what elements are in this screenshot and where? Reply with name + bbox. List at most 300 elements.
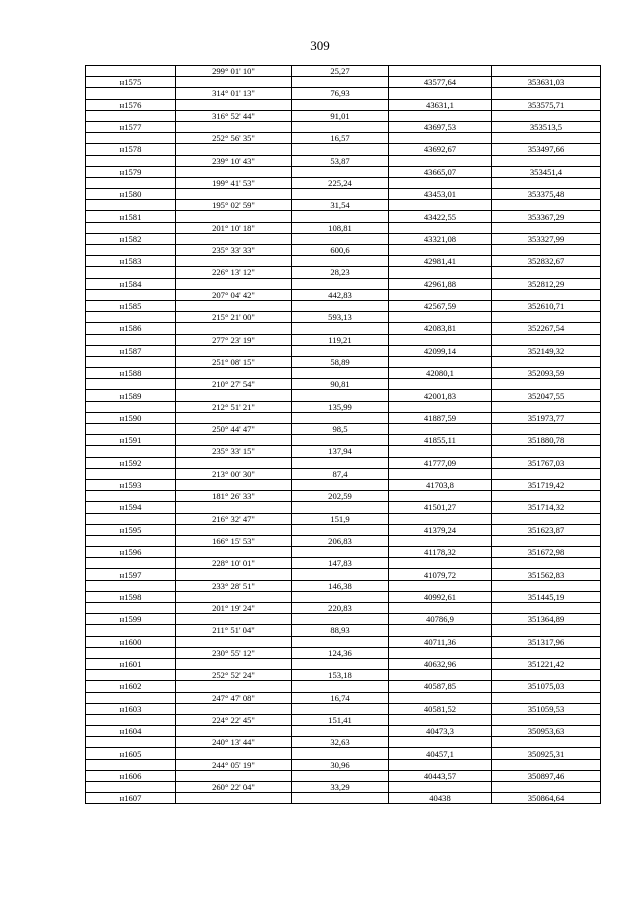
direction-angle-cell: [176, 121, 292, 132]
y-coordinate-cell: 351562,83: [492, 569, 601, 580]
length-cell: 593,13: [292, 312, 389, 323]
table-row: [86, 189, 601, 200]
length-cell: [292, 390, 389, 401]
point-cell: н1593: [86, 479, 176, 490]
length-cell: 28,23: [292, 267, 389, 278]
y-coordinate-cell: [492, 670, 601, 681]
point-cell: [86, 535, 176, 546]
point-cell: [86, 401, 176, 412]
table-row: [86, 401, 601, 412]
x-coordinate-cell: [389, 177, 492, 188]
y-coordinate-cell: [492, 603, 601, 614]
table-row: [86, 502, 601, 513]
length-cell: [292, 770, 389, 781]
point-cell: н1595: [86, 524, 176, 535]
direction-angle-cell: [176, 770, 292, 781]
table-row: [86, 379, 601, 390]
point-cell: н1599: [86, 614, 176, 625]
point-cell: [86, 692, 176, 703]
point-cell: [86, 88, 176, 99]
y-coordinate-cell: 351880,78: [492, 435, 601, 446]
length-cell: [292, 233, 389, 244]
length-cell: 206,83: [292, 535, 389, 546]
point-cell: [86, 647, 176, 658]
table-row: [86, 591, 601, 602]
point-cell: [86, 625, 176, 636]
y-coordinate-cell: [492, 491, 601, 502]
x-coordinate-cell: 40587,85: [389, 681, 492, 692]
y-coordinate-cell: 351059,53: [492, 703, 601, 714]
length-cell: [292, 658, 389, 669]
point-cell: [86, 558, 176, 569]
coordinates-table: [85, 65, 601, 804]
x-coordinate-cell: [389, 603, 492, 614]
y-coordinate-cell: 350953,63: [492, 726, 601, 737]
point-cell: [86, 782, 176, 793]
x-coordinate-cell: [389, 535, 492, 546]
length-cell: 151,41: [292, 714, 389, 725]
direction-angle-cell: 230° 55' 12": [176, 647, 292, 658]
direction-angle-cell: [176, 189, 292, 200]
length-cell: 153,18: [292, 670, 389, 681]
direction-angle-cell: [176, 658, 292, 669]
point-cell: н1579: [86, 166, 176, 177]
table-row: [86, 524, 601, 535]
direction-angle-cell: 228° 10' 01": [176, 558, 292, 569]
x-coordinate-cell: [389, 558, 492, 569]
y-coordinate-cell: 352093,59: [492, 368, 601, 379]
x-coordinate-cell: [389, 245, 492, 256]
x-coordinate-cell: 41887,59: [389, 412, 492, 423]
y-coordinate-cell: [492, 356, 601, 367]
point-cell: [86, 603, 176, 614]
point-cell: [86, 245, 176, 256]
point-cell: [86, 491, 176, 502]
table-row: [86, 345, 601, 356]
x-coordinate-cell: 43697,53: [389, 121, 492, 132]
direction-angle-cell: 201° 10' 18": [176, 222, 292, 233]
x-coordinate-cell: 41379,24: [389, 524, 492, 535]
y-coordinate-cell: 352047,55: [492, 390, 601, 401]
y-coordinate-cell: [492, 714, 601, 725]
length-cell: 124,36: [292, 647, 389, 658]
length-cell: 33,29: [292, 782, 389, 793]
length-cell: [292, 793, 389, 804]
direction-angle-cell: 233° 28' 51": [176, 580, 292, 591]
y-coordinate-cell: 351221,42: [492, 658, 601, 669]
direction-angle-cell: [176, 77, 292, 88]
point-cell: [86, 267, 176, 278]
y-coordinate-cell: [492, 267, 601, 278]
length-cell: [292, 412, 389, 423]
direction-angle-cell: 224° 22' 45": [176, 714, 292, 725]
direction-angle-cell: 314° 01' 13": [176, 88, 292, 99]
point-cell: н1594: [86, 502, 176, 513]
y-coordinate-cell: 353513,5: [492, 121, 601, 132]
table-row: [86, 312, 601, 323]
y-coordinate-cell: [492, 88, 601, 99]
x-coordinate-cell: 40632,96: [389, 658, 492, 669]
x-coordinate-cell: 40457,1: [389, 748, 492, 759]
direction-angle-cell: 212° 51' 21": [176, 401, 292, 412]
direction-angle-cell: 277° 23' 19": [176, 334, 292, 345]
direction-angle-cell: 299° 01' 10": [176, 66, 292, 77]
direction-angle-cell: [176, 793, 292, 804]
direction-angle-cell: 316° 52' 44": [176, 110, 292, 121]
table-row: [86, 121, 601, 132]
point-cell: н1575: [86, 77, 176, 88]
direction-angle-cell: 244° 05' 19": [176, 759, 292, 770]
table-row: [86, 166, 601, 177]
x-coordinate-cell: 43631,1: [389, 99, 492, 110]
point-cell: [86, 312, 176, 323]
point-cell: [86, 110, 176, 121]
x-coordinate-cell: 40711,36: [389, 636, 492, 647]
direction-angle-cell: [176, 211, 292, 222]
table-row: [86, 77, 601, 88]
point-cell: [86, 446, 176, 457]
table-row: [86, 155, 601, 166]
table-row: [86, 714, 601, 725]
x-coordinate-cell: 41777,09: [389, 457, 492, 468]
y-coordinate-cell: 351364,89: [492, 614, 601, 625]
point-cell: н1603: [86, 703, 176, 714]
length-cell: [292, 435, 389, 446]
direction-angle-cell: [176, 569, 292, 580]
direction-angle-cell: [176, 547, 292, 558]
point-cell: [86, 670, 176, 681]
table-row: [86, 412, 601, 423]
table-row: [86, 670, 601, 681]
table-row: [86, 726, 601, 737]
x-coordinate-cell: [389, 289, 492, 300]
length-cell: 58,89: [292, 356, 389, 367]
y-coordinate-cell: [492, 401, 601, 412]
length-cell: 225,24: [292, 177, 389, 188]
y-coordinate-cell: [492, 66, 601, 77]
x-coordinate-cell: [389, 267, 492, 278]
table-row: [86, 625, 601, 636]
table-row: [86, 233, 601, 244]
length-cell: 202,59: [292, 491, 389, 502]
length-cell: [292, 703, 389, 714]
y-coordinate-cell: 351445,19: [492, 591, 601, 602]
table-row: [86, 737, 601, 748]
length-cell: 87,4: [292, 468, 389, 479]
length-cell: 147,83: [292, 558, 389, 569]
x-coordinate-cell: 42567,59: [389, 300, 492, 311]
point-cell: [86, 356, 176, 367]
table-row: [86, 424, 601, 435]
direction-angle-cell: 240° 13' 44": [176, 737, 292, 748]
point-cell: н1590: [86, 412, 176, 423]
point-cell: [86, 468, 176, 479]
direction-angle-cell: [176, 233, 292, 244]
point-cell: [86, 155, 176, 166]
y-coordinate-cell: [492, 625, 601, 636]
direction-angle-cell: 207° 04' 42": [176, 289, 292, 300]
length-cell: 146,38: [292, 580, 389, 591]
table-row: [86, 222, 601, 233]
table-row: [86, 435, 601, 446]
point-cell: н1583: [86, 256, 176, 267]
y-coordinate-cell: [492, 222, 601, 233]
y-coordinate-cell: [492, 133, 601, 144]
length-cell: [292, 345, 389, 356]
length-cell: [292, 189, 389, 200]
point-cell: [86, 334, 176, 345]
point-cell: [86, 289, 176, 300]
length-cell: 25,27: [292, 66, 389, 77]
length-cell: 76,93: [292, 88, 389, 99]
x-coordinate-cell: 43321,08: [389, 233, 492, 244]
point-cell: н1586: [86, 323, 176, 334]
x-coordinate-cell: [389, 670, 492, 681]
x-coordinate-cell: 42083,81: [389, 323, 492, 334]
direction-angle-cell: [176, 479, 292, 490]
y-coordinate-cell: 350864,64: [492, 793, 601, 804]
direction-angle-cell: [176, 748, 292, 759]
table-row: [86, 558, 601, 569]
length-cell: [292, 748, 389, 759]
y-coordinate-cell: 350897,46: [492, 770, 601, 781]
table-row: [86, 245, 601, 256]
table-row: [86, 133, 601, 144]
x-coordinate-cell: [389, 580, 492, 591]
table-row: [86, 647, 601, 658]
x-coordinate-cell: [389, 647, 492, 658]
table-row: [86, 692, 601, 703]
direction-angle-cell: 250° 44' 47": [176, 424, 292, 435]
table-row: [86, 356, 601, 367]
table-row: [86, 535, 601, 546]
y-coordinate-cell: [492, 558, 601, 569]
direction-angle-cell: [176, 457, 292, 468]
table-row: [86, 547, 601, 558]
y-coordinate-cell: [492, 513, 601, 524]
direction-angle-cell: 260° 22' 04": [176, 782, 292, 793]
y-coordinate-cell: 353575,71: [492, 99, 601, 110]
direction-angle-cell: [176, 166, 292, 177]
x-coordinate-cell: [389, 782, 492, 793]
direction-angle-cell: [176, 256, 292, 267]
table-row: [86, 256, 601, 267]
table-row: [86, 703, 601, 714]
direction-angle-cell: [176, 636, 292, 647]
x-coordinate-cell: 41079,72: [389, 569, 492, 580]
length-cell: [292, 256, 389, 267]
y-coordinate-cell: 351317,96: [492, 636, 601, 647]
y-coordinate-cell: [492, 737, 601, 748]
direction-angle-cell: 235° 33' 15": [176, 446, 292, 457]
y-coordinate-cell: 351719,42: [492, 479, 601, 490]
y-coordinate-cell: [492, 245, 601, 256]
length-cell: [292, 524, 389, 535]
point-cell: н1588: [86, 368, 176, 379]
x-coordinate-cell: [389, 491, 492, 502]
direction-angle-cell: 181° 26' 33": [176, 491, 292, 502]
y-coordinate-cell: [492, 289, 601, 300]
table-row: [86, 177, 601, 188]
point-cell: [86, 200, 176, 211]
table-row: [86, 278, 601, 289]
direction-angle-cell: 247° 47' 08": [176, 692, 292, 703]
x-coordinate-cell: 41703,8: [389, 479, 492, 490]
direction-angle-cell: 252° 56' 35": [176, 133, 292, 144]
x-coordinate-cell: [389, 66, 492, 77]
length-cell: [292, 278, 389, 289]
length-cell: [292, 323, 389, 334]
table-row: [86, 323, 601, 334]
x-coordinate-cell: 40443,57: [389, 770, 492, 781]
x-coordinate-cell: 43422,55: [389, 211, 492, 222]
direction-angle-cell: [176, 368, 292, 379]
x-coordinate-cell: 41855,11: [389, 435, 492, 446]
length-cell: 119,21: [292, 334, 389, 345]
point-cell: н1605: [86, 748, 176, 759]
length-cell: [292, 479, 389, 490]
x-coordinate-cell: 43665,07: [389, 166, 492, 177]
y-coordinate-cell: [492, 692, 601, 703]
point-cell: [86, 177, 176, 188]
direction-angle-cell: [176, 524, 292, 535]
length-cell: [292, 547, 389, 558]
direction-angle-cell: 210° 27' 54": [176, 379, 292, 390]
table-row: [86, 200, 601, 211]
length-cell: 16,74: [292, 692, 389, 703]
y-coordinate-cell: [492, 759, 601, 770]
y-coordinate-cell: 352610,71: [492, 300, 601, 311]
x-coordinate-cell: 42961,88: [389, 278, 492, 289]
direction-angle-cell: [176, 278, 292, 289]
x-coordinate-cell: [389, 714, 492, 725]
length-cell: [292, 726, 389, 737]
length-cell: 31,54: [292, 200, 389, 211]
table-row: [86, 468, 601, 479]
x-coordinate-cell: 42099,14: [389, 345, 492, 356]
direction-angle-cell: [176, 412, 292, 423]
length-cell: 91,01: [292, 110, 389, 121]
x-coordinate-cell: [389, 200, 492, 211]
x-coordinate-cell: 40438: [389, 793, 492, 804]
x-coordinate-cell: [389, 401, 492, 412]
table-row: [86, 770, 601, 781]
direction-angle-cell: 215° 21' 00": [176, 312, 292, 323]
direction-angle-cell: 251° 08' 15": [176, 356, 292, 367]
y-coordinate-cell: [492, 312, 601, 323]
direction-angle-cell: 199° 41' 53": [176, 177, 292, 188]
x-coordinate-cell: [389, 446, 492, 457]
x-coordinate-cell: [389, 737, 492, 748]
x-coordinate-cell: [389, 468, 492, 479]
length-cell: [292, 457, 389, 468]
point-cell: [86, 580, 176, 591]
y-coordinate-cell: [492, 647, 601, 658]
point-cell: н1601: [86, 658, 176, 669]
coordinates-table-body: [86, 66, 601, 804]
table-row: [86, 681, 601, 692]
length-cell: [292, 166, 389, 177]
x-coordinate-cell: 42981,41: [389, 256, 492, 267]
point-cell: н1604: [86, 726, 176, 737]
table-row: [86, 759, 601, 770]
coordinates-table-container: [85, 65, 601, 804]
point-cell: [86, 424, 176, 435]
length-cell: [292, 681, 389, 692]
y-coordinate-cell: [492, 379, 601, 390]
point-cell: н1600: [86, 636, 176, 647]
table-row: [86, 457, 601, 468]
point-cell: н1581: [86, 211, 176, 222]
length-cell: 88,93: [292, 625, 389, 636]
point-cell: н1602: [86, 681, 176, 692]
length-cell: [292, 636, 389, 647]
point-cell: н1591: [86, 435, 176, 446]
length-cell: [292, 77, 389, 88]
direction-angle-cell: 239° 10' 43": [176, 155, 292, 166]
y-coordinate-cell: 353375,48: [492, 189, 601, 200]
direction-angle-cell: [176, 703, 292, 714]
length-cell: 220,83: [292, 603, 389, 614]
point-cell: н1576: [86, 99, 176, 110]
point-cell: [86, 66, 176, 77]
x-coordinate-cell: [389, 133, 492, 144]
direction-angle-cell: 213° 00' 30": [176, 468, 292, 479]
direction-angle-cell: 211° 51' 04": [176, 625, 292, 636]
length-cell: [292, 99, 389, 110]
x-coordinate-cell: [389, 334, 492, 345]
table-row: [86, 66, 601, 77]
point-cell: н1587: [86, 345, 176, 356]
length-cell: 16,57: [292, 133, 389, 144]
length-cell: [292, 502, 389, 513]
x-coordinate-cell: [389, 155, 492, 166]
y-coordinate-cell: [492, 446, 601, 457]
direction-angle-cell: [176, 300, 292, 311]
direction-angle-cell: [176, 144, 292, 155]
y-coordinate-cell: 351973,77: [492, 412, 601, 423]
table-row: [86, 390, 601, 401]
y-coordinate-cell: [492, 782, 601, 793]
y-coordinate-cell: [492, 177, 601, 188]
length-cell: [292, 591, 389, 602]
length-cell: 53,87: [292, 155, 389, 166]
length-cell: 90,81: [292, 379, 389, 390]
length-cell: 30,96: [292, 759, 389, 770]
x-coordinate-cell: [389, 759, 492, 770]
y-coordinate-cell: 351075,03: [492, 681, 601, 692]
x-coordinate-cell: [389, 312, 492, 323]
direction-angle-cell: [176, 591, 292, 602]
length-cell: 108,81: [292, 222, 389, 233]
x-coordinate-cell: [389, 424, 492, 435]
table-row: [86, 289, 601, 300]
length-cell: 442,83: [292, 289, 389, 300]
x-coordinate-cell: [389, 88, 492, 99]
direction-angle-cell: [176, 435, 292, 446]
point-cell: н1607: [86, 793, 176, 804]
y-coordinate-cell: 353631,03: [492, 77, 601, 88]
y-coordinate-cell: 352149,32: [492, 345, 601, 356]
x-coordinate-cell: 41501,27: [389, 502, 492, 513]
table-row: [86, 88, 601, 99]
x-coordinate-cell: 42001,83: [389, 390, 492, 401]
y-coordinate-cell: 350925,31: [492, 748, 601, 759]
y-coordinate-cell: 351714,32: [492, 502, 601, 513]
point-cell: н1589: [86, 390, 176, 401]
table-row: [86, 99, 601, 110]
table-row: [86, 479, 601, 490]
